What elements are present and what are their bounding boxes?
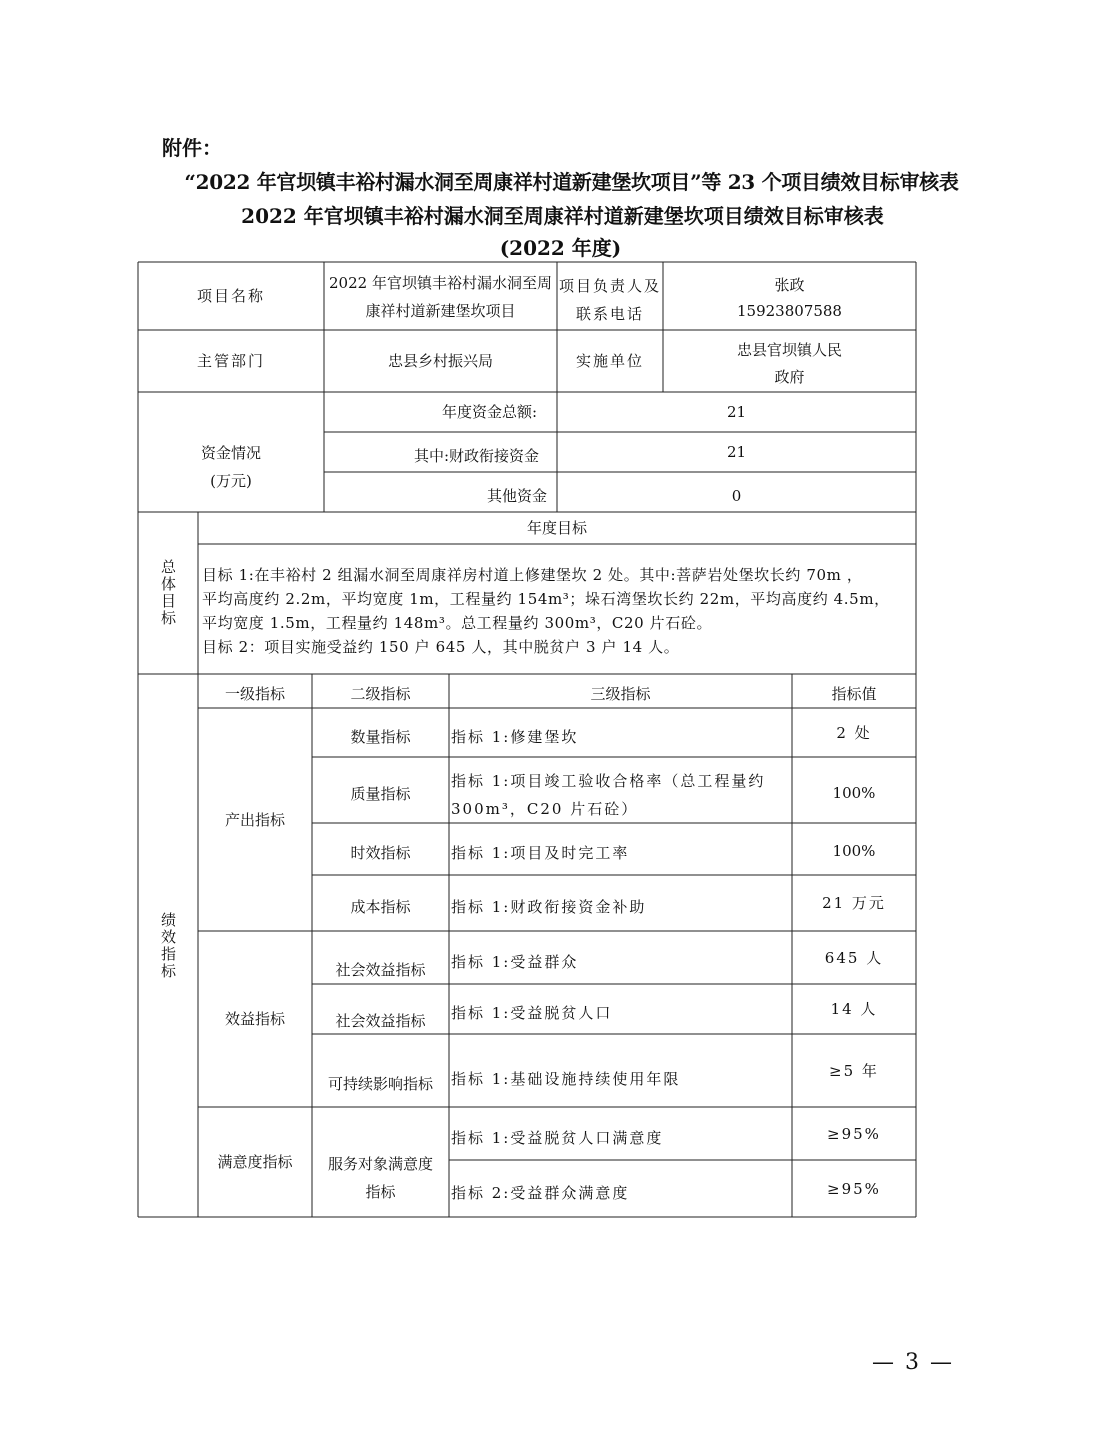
funds-fiscal-value: 21	[726, 443, 747, 461]
contact-label-line1: 项目负责人及	[558, 277, 661, 295]
contact-name: 张政	[774, 276, 805, 294]
goal-line: 目标 2：项目实施受益约 150 户 645 人，其中脱贫户 3 户 14 人。	[202, 638, 680, 656]
indicator-value: ≥95%	[827, 1179, 881, 1198]
level2-sustainability: 可持续影响指标	[327, 1074, 433, 1093]
level3-indicator: 指标 1:受益脱贫人口	[451, 1004, 613, 1022]
performance-side-label: 绩效指标	[159, 911, 177, 980]
funds-label-line2: (万元)	[210, 472, 252, 490]
goal-line: 平均宽度 1.5m，工程量约 148m³。总工程量约 300m³，C20 片石砼。	[202, 614, 713, 632]
annual-goal-header: 年度目标	[526, 519, 587, 537]
funds-total-label: 年度资金总额:	[441, 403, 537, 421]
level1-satisfaction: 满意度指标	[217, 1153, 293, 1171]
indicator-value: 100%	[832, 842, 876, 860]
level2-quantity: 数量指标	[350, 727, 411, 746]
header-level1: 一级指标	[224, 685, 285, 703]
level3-indicator: 指标 1:受益群众	[451, 952, 579, 971]
header-value: 指标值	[831, 685, 877, 703]
level2-cost: 成本指标	[350, 898, 411, 916]
level2-social-benefit: 社会效益指标	[335, 1012, 426, 1030]
level3-indicator: 指标 1:项目及时完工率	[451, 844, 630, 862]
indicator-value: 21 万元	[822, 894, 886, 912]
impl-label: 实施单位	[575, 352, 644, 370]
contact-label-line2: 联系电话	[575, 305, 644, 323]
project-name-value-line1: 2022 年官坝镇丰裕村漏水洞至周	[329, 274, 552, 292]
indicator-value: 100%	[832, 784, 876, 802]
indicator-value: 14 人	[830, 1000, 878, 1018]
level3-indicator: 指标 1:项目竣工验收合格率（总工程量约	[451, 772, 766, 790]
attachment-label: 附件：	[162, 136, 222, 160]
level3-indicator: 300m³，C20 片石砼）	[451, 800, 639, 818]
dept-value: 忠县乡村振兴局	[387, 352, 493, 370]
funds-other-value: 0	[731, 487, 742, 505]
level3-indicator: 指标 1:财政衔接资金补助	[451, 898, 647, 916]
page-number: — 3 —	[872, 1350, 954, 1375]
funds-label-line1: 资金情况	[200, 444, 261, 462]
level1-output: 产出指标	[224, 810, 285, 829]
indicator-value: ≥5 年	[829, 1061, 879, 1080]
indicator-value: ≥95%	[827, 1124, 881, 1143]
level2-service-satisfaction-line2: 指标	[365, 1183, 396, 1201]
dept-label: 主管部门	[196, 352, 265, 370]
annual-goal-text	[202, 563, 916, 659]
level3-indicator: 指标 1:基础设施持续使用年限	[451, 1069, 681, 1088]
level1-benefit: 效益指标	[224, 1010, 285, 1028]
level3-indicator: 指标 1:修建堡坎	[451, 727, 579, 746]
level3-indicator: 指标 1:受益脱贫人口满意度	[451, 1128, 664, 1147]
table-title: 2022 年官坝镇丰裕村漏水洞至周康祥村道新建堡坎项目绩效目标审核表	[241, 204, 884, 228]
overall-goal-side-label: 总体目标	[159, 559, 177, 627]
level2-timeliness: 时效指标	[350, 844, 411, 862]
level2-service-satisfaction-line1: 服务对象满意度	[327, 1155, 433, 1173]
indicator-value: 2 处	[836, 723, 872, 742]
impl-value-line1: 忠县官坝镇人民	[736, 341, 842, 359]
header-level2: 二级指标	[350, 685, 411, 703]
level2-quality: 质量指标	[350, 785, 411, 803]
project-name-label: 项目名称	[196, 287, 265, 305]
funds-total-value: 21	[726, 403, 747, 421]
header-level3: 三级指标	[590, 685, 651, 703]
impl-value-line2: 政府	[774, 368, 805, 386]
goal-line: 目标 1:在丰裕村 2 组漏水洞至周康祥房村道上修建堡坎 2 处。其中:菩萨岩处堡坎长约 70m ，	[202, 566, 863, 584]
goal-line: 平均高度约 2.2m，平均宽度 1m，工程量约 154m³；垛石湾堡坎长约 22m，平均高度约 4.5m，	[202, 590, 890, 608]
document-title: “2022 年官坝镇丰裕村漏水洞至周康祥村道新建堡坎项目”等 23 个项目绩效目标审核表	[184, 170, 959, 194]
level3-indicator: 指标 2:受益群众满意度	[451, 1183, 630, 1202]
funds-other-label: 其他资金	[486, 487, 547, 505]
table-year: (2022 年度)	[499, 236, 622, 260]
funds-fiscal-label: 其中:财政衔接资金	[413, 447, 539, 465]
project-name-value-line2: 康祥村道新建堡坎项目	[365, 302, 516, 320]
indicator-value: 645 人	[824, 948, 884, 967]
level2-social-benefit: 社会效益指标	[335, 960, 426, 979]
contact-phone: 15923807588	[737, 302, 842, 320]
